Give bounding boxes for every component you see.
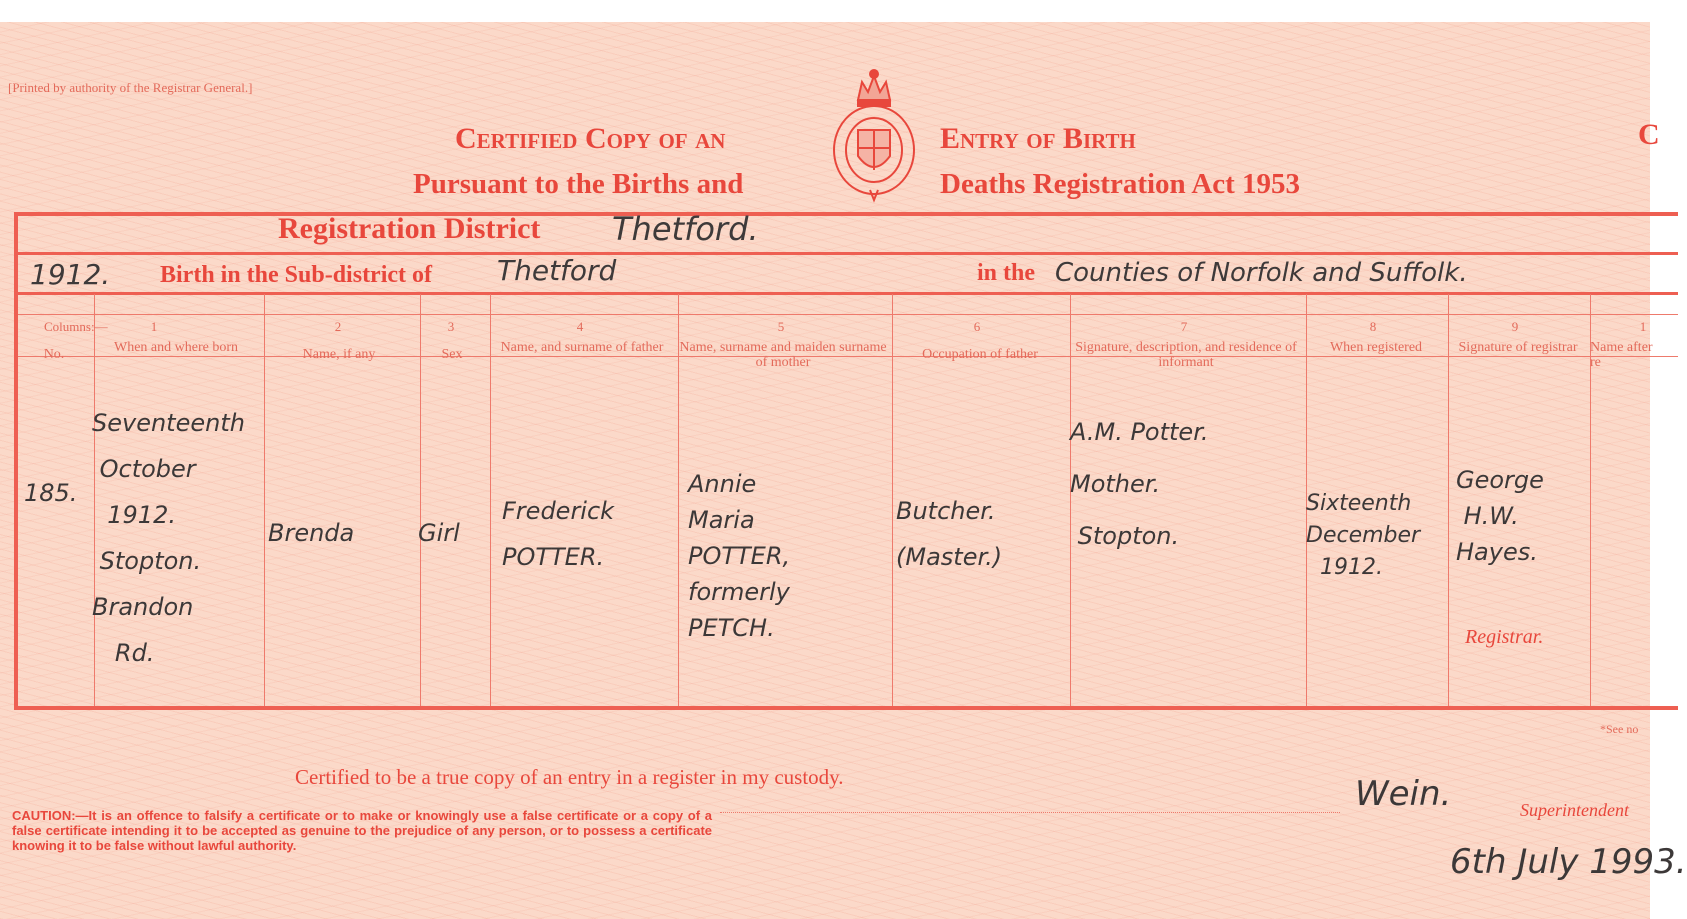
entry-sex: Girl xyxy=(418,519,460,547)
column-number: 6 xyxy=(973,319,981,334)
title-line2-left: Pursuant to the Births and xyxy=(413,168,744,200)
divider-line xyxy=(18,314,1678,315)
header-occupation: Occupation of father xyxy=(922,347,1038,362)
superintendent-label: Superintendent xyxy=(1520,800,1629,820)
header-sex: Sex xyxy=(441,347,463,362)
signature-dotted-line xyxy=(720,812,1340,813)
entry-father-name: Frederick POTTER. xyxy=(502,497,615,571)
entry-informant: A.M. Potter. Mother. Stopton. xyxy=(1070,418,1209,550)
column-number: 1 xyxy=(1639,319,1647,334)
column-number: 5 xyxy=(777,319,785,334)
registrar-label: Registrar. xyxy=(1465,626,1544,648)
entry-number: 185. xyxy=(24,479,78,507)
subdistrict-label: Birth in the Sub-district of xyxy=(160,262,433,288)
registration-district-value: Thetford. xyxy=(612,210,759,248)
entry-registrar-signature: George H.W. Hayes. xyxy=(1456,466,1544,566)
certificate-date: 6th July 1993. xyxy=(1450,842,1687,882)
title-line1-right: Entry of Birth xyxy=(940,122,1136,155)
column-rule xyxy=(490,294,491,706)
column-number: 7 xyxy=(1180,319,1188,334)
title-line1-left: Certified Copy of an xyxy=(455,122,726,155)
column-rule xyxy=(1448,294,1449,706)
column-number: 1 xyxy=(150,319,158,334)
divider-line xyxy=(18,292,1678,295)
divider-line xyxy=(18,252,1678,255)
entry-mother-name: Annie Maria POTTER, formerly PETCH. xyxy=(688,470,791,642)
edge-letter-fragment: C xyxy=(1638,118,1660,151)
header-mother: Name, surname and maiden surname of mother xyxy=(679,340,887,370)
header-name: Name, if any xyxy=(302,347,376,362)
entry-year: 1912. xyxy=(30,258,111,291)
column-number: 3 xyxy=(447,319,455,334)
columns-caption: Columns:— xyxy=(44,319,108,334)
footnote-mark: *See no xyxy=(1600,722,1639,736)
header-name-after-registration: Name after re xyxy=(1590,340,1653,370)
printed-by-note: [Printed by authority of the Registrar General.] xyxy=(8,80,253,95)
header-informant: Signature, description, and residence of informant xyxy=(1075,340,1297,370)
birth-certificate xyxy=(0,22,1687,919)
entry-when-registered: Sixteenth December 1912. xyxy=(1306,491,1421,580)
caution-notice: CAUTION:—It is an offence to falsify a certificate or to make or knowingly use a false certificate or a copy of a false certificate intending it to be accepted as genuine to the prejudice of any person, or to possess a certificate knowing it to be false without lawful authority. xyxy=(12,808,712,853)
column-number: 2 xyxy=(334,319,342,334)
column-number: 9 xyxy=(1511,319,1519,334)
header-no: No. xyxy=(43,347,65,362)
certification-statement: Certified to be a true copy of an entry in a register in my custody. xyxy=(295,765,844,789)
county-value: Counties of Norfolk and Suffolk. xyxy=(1055,258,1468,288)
header-when-registered: When registered xyxy=(1329,340,1423,355)
header-when-where-born: When and where born xyxy=(113,340,238,355)
header-registrar-signature: Signature of registrar xyxy=(1458,340,1578,355)
royal-crest-icon xyxy=(828,64,920,204)
subdistrict-value: Thetford xyxy=(497,254,617,287)
county-label: in the xyxy=(977,260,1036,286)
superintendent-signature: Wein. xyxy=(1355,774,1452,814)
entry-child-name: Brenda xyxy=(268,519,355,547)
entry-when-where-born: Seventeenth October 1912. Stopton. Brandon Rd. xyxy=(92,409,245,667)
column-number: 8 xyxy=(1369,319,1377,334)
title-line2-right: Deaths Registration Act 1953 xyxy=(940,168,1301,200)
entry-father-occupation: Butcher. (Master.) xyxy=(896,497,1003,571)
column-number: 4 xyxy=(576,319,584,334)
header-father: Name, and surname of father xyxy=(500,340,664,355)
registration-district-label: Registration District xyxy=(278,212,541,245)
